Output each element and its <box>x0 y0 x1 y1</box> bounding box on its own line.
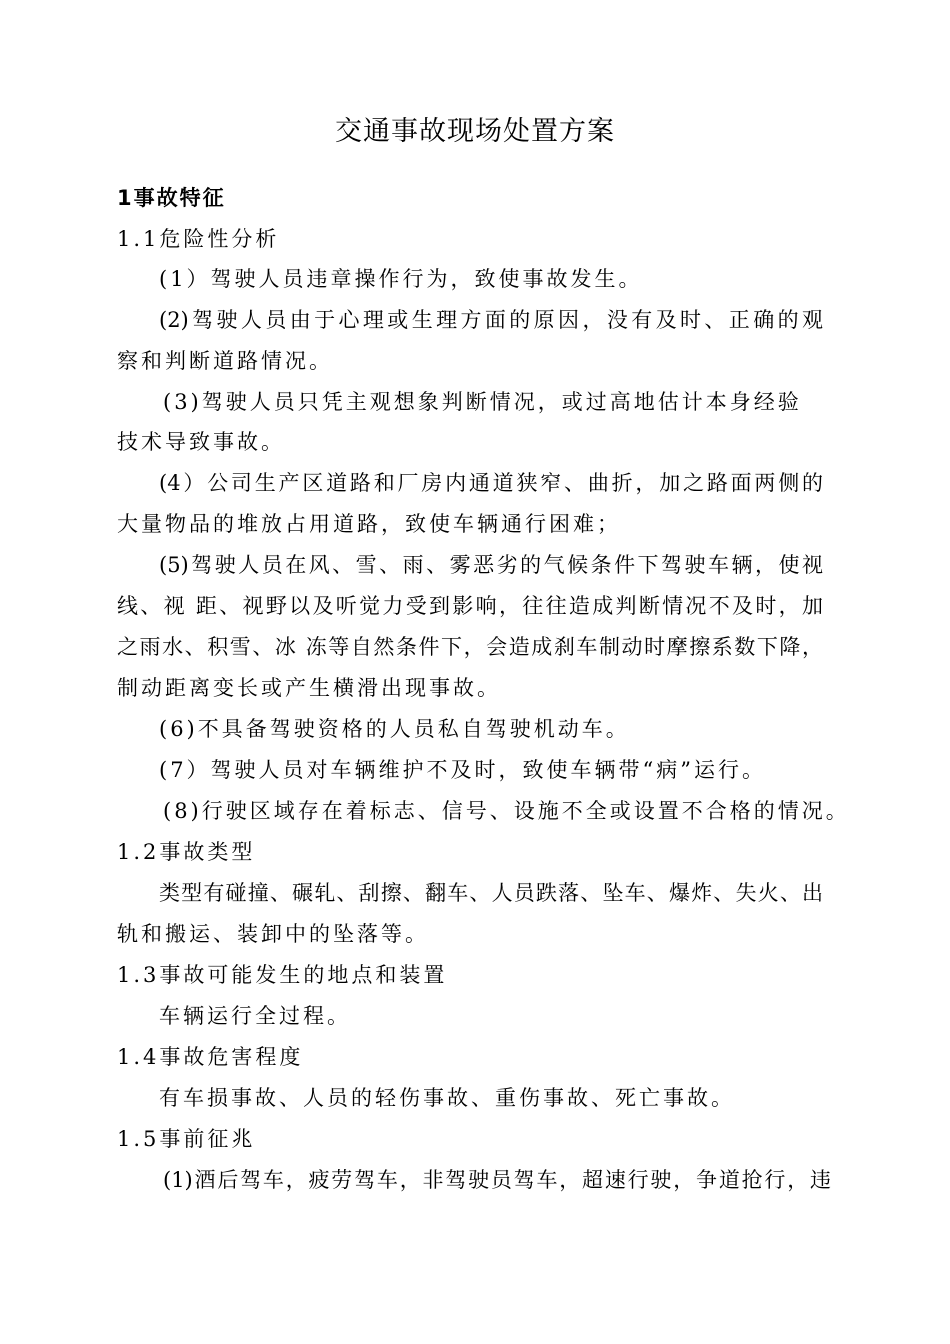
hazard-item-1: (1）驾驶人员违章操作行为，致使事故发生。 <box>159 267 643 291</box>
hazard-item-4-line-2: 大量物品的堆放占用道路，致使车辆通行困难； <box>117 512 621 536</box>
section-1-4-heading: 1.4事故危害程度 <box>117 1045 304 1069</box>
section-1-heading: 1事故特征 <box>117 186 226 210</box>
severity-text: 有车损事故、人员的轻伤事故、重伤事故、死亡事故。 <box>159 1086 735 1110</box>
hazard-item-3-line-2: 技术导致事故。 <box>117 430 285 454</box>
hazard-item-5-line-2: 线、视 距、视野以及听觉力受到影响，往往造成判断情况不及时，加 <box>117 594 823 618</box>
hazard-item-2-line-1: (2)驾驶人员由于心理或生理方面的原因，没有及时、正确的观 <box>159 308 823 332</box>
hazard-item-2-line-2: 察和判断道路情况。 <box>117 349 333 373</box>
page-title: 交通事故现场处置方案 <box>335 116 615 147</box>
hazard-item-7: (7）驾驶人员对车辆维护不及时，致使车辆带“病”运行。 <box>159 758 767 782</box>
section-1-1-heading: 1.1危险性分析 <box>117 227 280 251</box>
hazard-item-8: (8)行驶区域存在着标志、信号、设施不全或设置不合格的情况。 <box>163 799 850 823</box>
location-text: 车辆运行全过程。 <box>159 1004 351 1028</box>
accident-types-line-2: 轨和搬运、装卸中的坠落等。 <box>117 922 429 946</box>
hazard-item-5-line-3: 之雨水、积雪、冰 冻等自然条件下，会造成刹车制动时摩擦系数下降， <box>117 635 823 659</box>
hazard-item-5-line-1: (5)驾驶人员在风、雪、雨、雾恶劣的气候条件下驾驶车辆，使视 <box>159 553 823 577</box>
hazard-item-3-line-1: (3)驾驶人员只凭主观想象判断情况，或过高地估计本身经验 <box>163 390 802 414</box>
hazard-item-5-line-4: 制动距离变长或产生横滑出现事故。 <box>117 676 501 700</box>
section-1-3-heading: 1.3事故可能发生的地点和装置 <box>117 963 448 987</box>
accident-types-line-1: 类型有碰撞、碾轧、刮擦、翻车、人员跌落、坠车、爆炸、失火、出 <box>159 881 823 905</box>
hazard-item-4-line-1: (4）公司生产区道路和厂房内通道狭窄、曲折，加之路面两侧的 <box>159 471 823 495</box>
hazard-item-6: (6)不具备驾驶资格的人员私自驾驶机动车。 <box>159 717 630 741</box>
precursor-item-1-line-1: (1)酒后驾车，疲劳驾车，非驾驶员驾车，超速行驶，争道抢行，违 <box>163 1168 831 1192</box>
section-1-2-heading: 1.2事故类型 <box>117 840 256 864</box>
section-1-5-heading: 1.5事前征兆 <box>117 1127 256 1151</box>
